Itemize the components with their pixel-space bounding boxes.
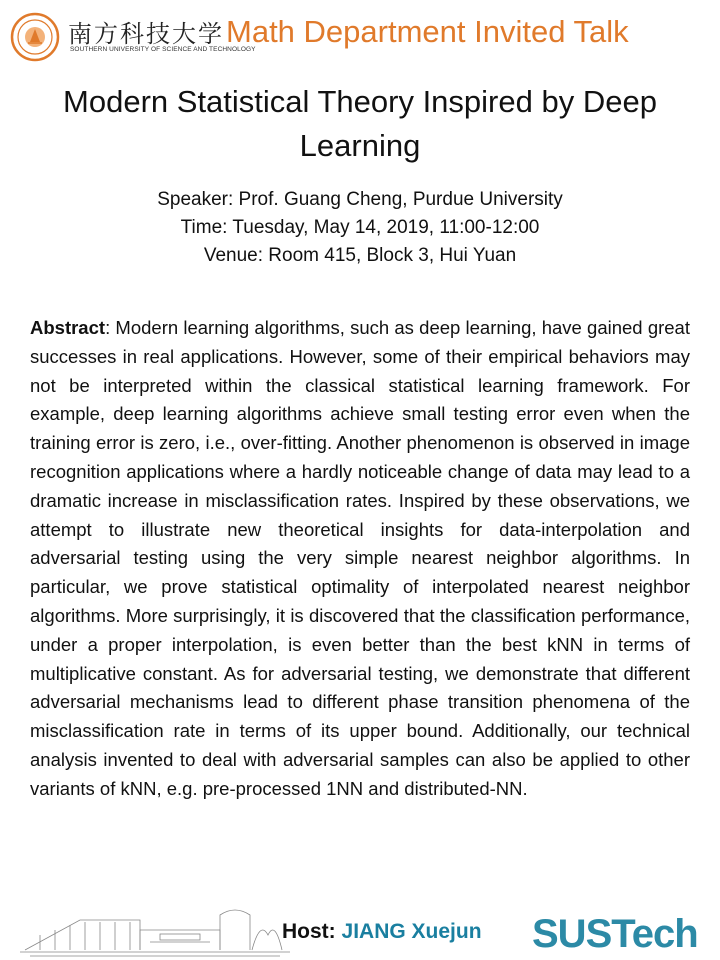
abstract-label: Abstract (30, 317, 106, 338)
university-name-cn: 南方科技大学 (68, 20, 224, 48)
talk-title: Modern Statistical Theory Inspired by Deep Learning (63, 84, 657, 163)
university-seal-icon (10, 12, 60, 62)
host-name: JIANG Xuejun (341, 920, 482, 943)
abstract (30, 314, 690, 804)
speaker-line: Speaker: Prof. Guang Cheng, Purdue University (157, 189, 563, 210)
venue-line: Venue: Room 415, Block 3, Hui Yuan (203, 245, 517, 266)
abstract-text: : Modern learning algorithms, such as deep learning, have gained great successes in real applications. However, some of their empirical behaviors may not be interpreted within the classical statistical learning framework. For example, deep learning algorithms achieve small testing error even when the training error is zero, i.e., over-fitting. Another phenomenon is observed in image recognition applications where a hardly noticeable change of data may lead to a dramatic increase in misclassification rates. Inspired by these observations, we attempt to illustrate new theoretical insights for data-interpolation and adversarial testing using the very simple nearest neighbor algorithms. In particular, we prove statistical optimality of interpolated nearest neighbor algorithms. More surprisingly, it is discovered that the classification performance, under a proper interpolation, is even better than the best kNN in terms of multiplicative constant. As for adversarial testing, we demonstrate that different adversarial mechanisms lead to different phase transition phenomena of the misclassification rate in terms of its upper bound. Additionally, our technical analysis invented to deal with adversarial samples can also be applied to other variants of kNN, e.g. pre-processed 1NN and distributed-NN. (30, 317, 690, 799)
host-line (282, 920, 482, 944)
campus-sketch-illustration (20, 880, 290, 960)
event-title: Math Department Invited Talk (226, 14, 629, 49)
talk-info (0, 186, 720, 270)
time-line: Time: Tuesday, May 14, 2019, 11:00-12:00 (180, 217, 540, 238)
sustech-logo: SUSTech (532, 912, 698, 956)
host-label: Host: (282, 920, 336, 943)
university-name-en: SOUTHERN UNIVERSITY OF SCIENCE AND TECHNOLOGY (70, 46, 256, 53)
header (0, 0, 720, 70)
